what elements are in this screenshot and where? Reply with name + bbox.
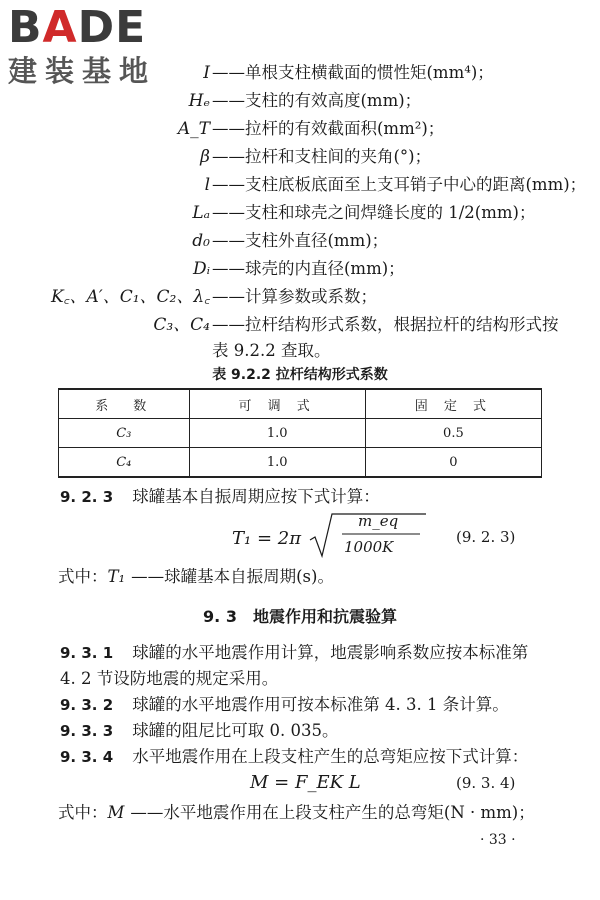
def-symbol: K꜀、A′、C₁、C₂、λ꜀: [50, 287, 210, 307]
clause-9-3-4: [60, 744, 528, 770]
def-symbol: d₀: [192, 231, 210, 251]
def-symbol: l: [204, 175, 210, 195]
clause-9-2-3: [60, 484, 380, 510]
section-number: 9. 3: [203, 607, 237, 626]
where-label: 式中：: [58, 567, 108, 586]
where-text: ——水平地震作用在上段支柱产生的总弯矩(N · mm)；: [130, 803, 535, 822]
clause-number: 9. 3. 2: [60, 696, 114, 714]
def-text: ——支柱的有效高度(mm)；: [212, 91, 422, 110]
table-row: [59, 448, 542, 478]
def-text: ——支柱底板底面至上支耳销子中心的距离(mm)；: [212, 175, 587, 194]
fraction-numerator: m_eq: [358, 512, 399, 530]
page-number: · 33 ·: [480, 832, 516, 848]
table-cell: C₄: [59, 448, 190, 478]
table-header: 固 定 式: [365, 389, 541, 419]
def-text: ——拉杆结构形式系数，根据拉杆的结构形式按: [212, 315, 559, 334]
def-text-continuation: 表 9.2.2 查取。: [212, 341, 331, 360]
def-symbol: A_T: [177, 119, 210, 139]
def-text: ——计算参数或系数；: [212, 287, 377, 306]
where-symbol: M: [107, 803, 125, 822]
def-text: ——球壳的内直径(mm)；: [212, 259, 405, 278]
def-text: ——支柱外直径(mm)；: [212, 231, 389, 250]
section-title: 地震作用和抗震验算: [252, 607, 397, 626]
table-header-row: [59, 389, 542, 419]
table-header: 系 数: [59, 389, 190, 419]
table-row: [59, 419, 542, 448]
clause-continuation: 4. 2 节设防地震的规定采用。: [60, 669, 279, 688]
watermark-logo: [8, 4, 178, 94]
formula-9-2-3: [232, 512, 399, 556]
def-symbol: Dᵢ: [192, 259, 210, 279]
clause-text: 球罐基本自振周期应按下式计算：: [132, 487, 380, 506]
def-symbol: Hₑ: [188, 91, 210, 111]
def-symbol: Lₐ: [192, 203, 210, 223]
table-cell: C₃: [59, 419, 190, 448]
logo-brand: BADE: [8, 2, 147, 53]
def-text: ——单根支柱横截面的惯性矩(mm⁴)；: [212, 63, 494, 82]
logo-subtitle: 建装基地: [8, 54, 157, 88]
def-text: ——支柱和球壳之间焊缝长度的 1/2(mm)；: [212, 203, 536, 222]
clause-number: 9. 3. 3: [60, 722, 114, 740]
clause-9-3-1: [60, 640, 528, 666]
where-label: 式中：: [58, 803, 108, 822]
formula-lhs: T₁ = 2π: [232, 528, 302, 549]
clause-9-3-3: [60, 718, 338, 744]
clause-number: 9. 3. 4: [60, 748, 114, 766]
where-text: ——球罐基本自振周期(s)。: [131, 567, 334, 586]
def-symbol: C₃、C₄: [153, 315, 210, 335]
section-heading: [0, 604, 600, 627]
where-symbol: T₁: [107, 567, 126, 586]
def-text: ——拉杆和支柱间的夹角(°)；: [212, 147, 432, 166]
clause-text: 球罐的水平地震作用计算，地震影响系数应按本标准第: [132, 643, 529, 662]
clause-9-3-2: [60, 692, 509, 718]
equation-number: (9. 3. 4): [456, 774, 516, 792]
clause-number: 9. 3. 1: [60, 644, 114, 662]
def-symbol: β: [200, 147, 210, 167]
where-clause: [58, 564, 334, 590]
clause-text: 球罐的阻尼比可取 0. 035。: [132, 721, 339, 740]
table-cell: 1.0: [189, 419, 365, 448]
equation-number: (9. 2. 3): [456, 528, 516, 546]
where-clause: [58, 800, 535, 826]
table-header: 可 调 式: [189, 389, 365, 419]
table-cell: 0.5: [365, 419, 541, 448]
table-cell: 1.0: [189, 448, 365, 478]
def-symbol: I: [203, 63, 210, 83]
def-text: ——拉杆的有效截面积(mm²)；: [212, 119, 445, 138]
formula-9-3-4: M = F_EK L: [250, 772, 361, 793]
clause-text: 水平地震作用在上段支柱产生的总弯矩应按下式计算：: [132, 747, 529, 766]
clause-text: 球罐的水平地震作用可按本标准第 4. 3. 1 条计算。: [132, 695, 509, 714]
table-title: 表 9.2.2 拉杆结构形式系数: [212, 367, 388, 383]
clause-number: 9. 2. 3: [60, 488, 114, 506]
coefficient-table: [58, 388, 542, 478]
table-cell: 0: [365, 448, 541, 478]
fraction-denominator: 1000K: [344, 538, 394, 556]
